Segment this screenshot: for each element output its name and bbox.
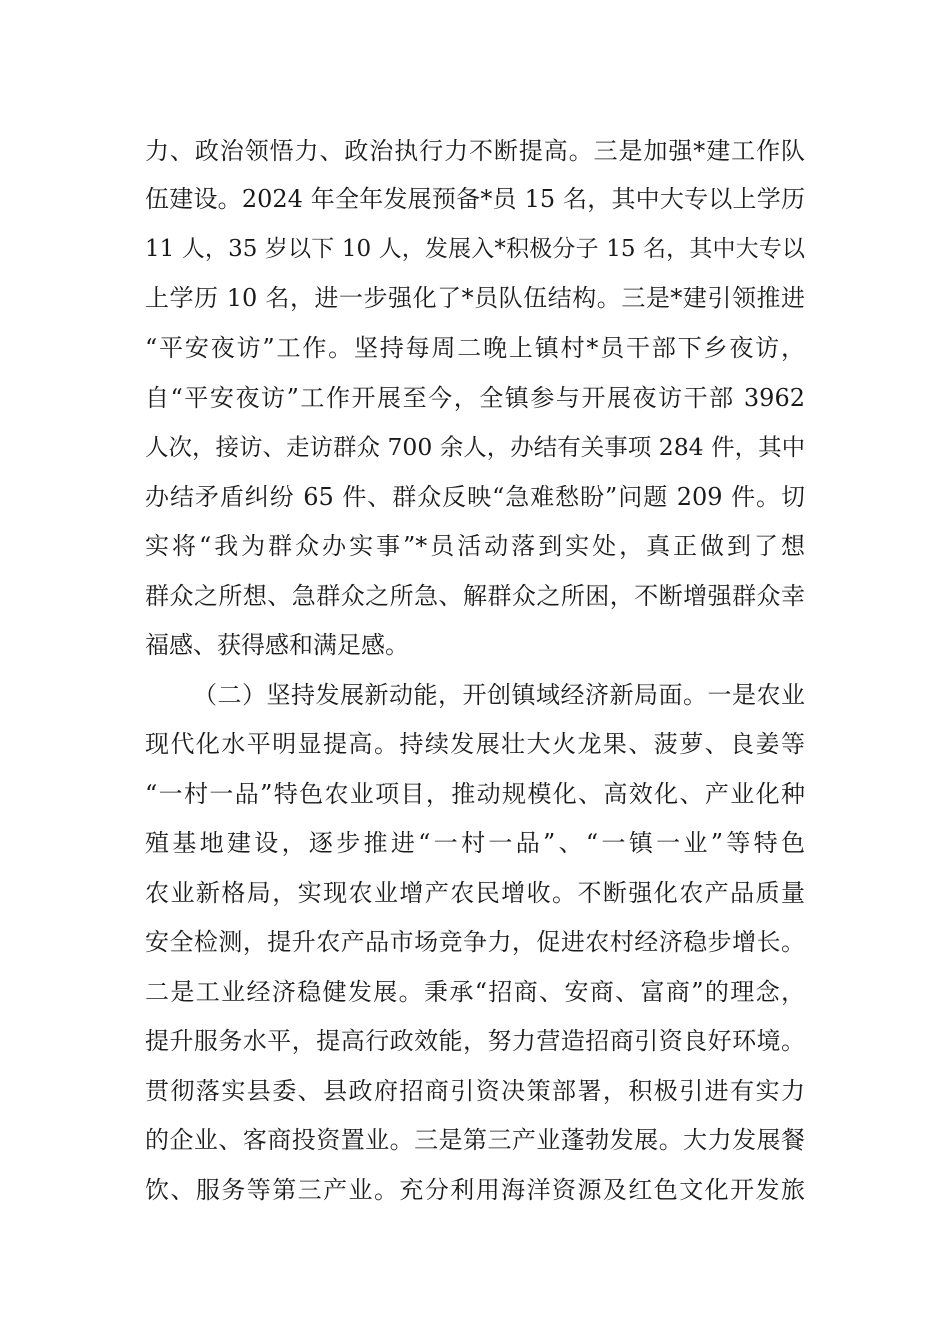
text-line-9: 实将“我为群众办实事”*员活动落到实处，真正做到了想 (145, 532, 805, 560)
text-line-1: 力、政治领悟力、政治执行力不断提高。三是加强*建工作队 (145, 137, 805, 165)
text-line-21: 的企业、客商投资置业。三是第三产业蓬勃发展。大力发展餐 (145, 1126, 805, 1154)
text-line-19: 提升服务水平，提高行政效能，努力营造招商引资良好环境。 (145, 1027, 805, 1055)
text-line-15: 殖基地建设，逐步推进“一村一品”、“一镇一业”等特色 (145, 829, 805, 857)
text-line-10: 群众之所想、急群众之所急、解群众之所困，不断增强群众幸 (145, 582, 805, 610)
text-line-6: 自“平安夜访”工作开展至今，全镇参与开展夜访干部 3962 (145, 384, 805, 412)
section-heading-line: （二）坚持发展新动能，开创镇域经济新局面。一是农业 (193, 681, 805, 709)
text-line-16: 农业新格局，实现农业增产农民增收。不断强化农产品质量 (145, 879, 805, 907)
text-line-18: 二是工业经济稳健发展。秉承“招商、安商、富商”的理念， (145, 978, 805, 1006)
text-line-4: 上学历 10 名，进一步强化了*员队伍结构。三是*建引领推进 (145, 284, 805, 312)
text-line-2: 伍建设。2024 年全年发展预备*员 15 名，其中大专以上学历 (145, 185, 805, 213)
text-line-13: 现代化水平明显提高。持续发展壮大火龙果、菠萝、良姜等 (145, 730, 805, 758)
text-line-8: 办结矛盾纠纷 65 件、群众反映“急难愁盼”问题 209 件。切 (145, 483, 805, 511)
text-line-7: 人次，接访、走访群众 700 余人，办结有关事项 284 件，其中 (145, 433, 805, 461)
text-line-3: 11 人，35 岁以下 10 人，发展入*积极分子 15 名，其中大专以 (145, 236, 805, 262)
text-line-20: 贯彻落实县委、县政府招商引资决策部署，积极引进有实力 (145, 1077, 805, 1105)
text-line-5: “平安夜访”工作。坚持每周二晚上镇村*员干部下乡夜访， (145, 334, 805, 362)
text-line-17: 安全检测，提升农产品市场竞争力，促进农村经济稳步增长。 (145, 928, 805, 956)
text-line-11: 福感、获得感和满足感。 (145, 631, 409, 659)
text-line-14: “一村一品”特色农业项目，推动规模化、高效化、产业化种 (145, 780, 805, 808)
text-line-22: 饮、服务等第三产业。充分利用海洋资源及红色文化开发旅 (145, 1176, 805, 1204)
